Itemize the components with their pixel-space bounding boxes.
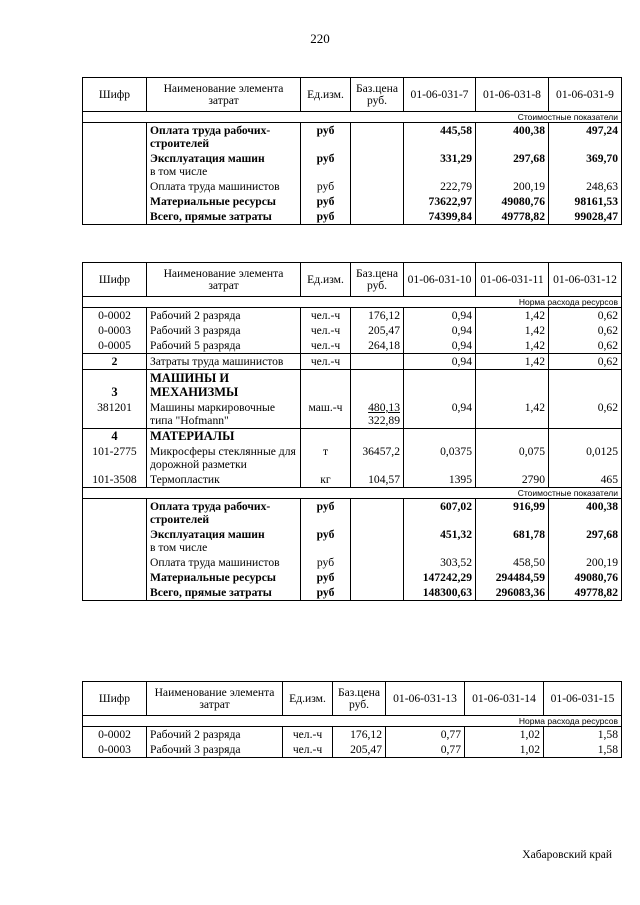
row-value: 1,58 xyxy=(544,742,622,758)
total-value: 400,38 xyxy=(549,499,622,528)
total-value: 147242,29 xyxy=(404,570,476,585)
cost-table-1 xyxy=(82,77,622,225)
section-note-row xyxy=(83,112,622,123)
row-unit: руб xyxy=(301,179,351,194)
total-value: 148300,63 xyxy=(404,585,476,601)
table-row xyxy=(83,323,622,338)
row-value: 0,62 xyxy=(549,354,622,370)
row-name: Оплата труда рабочих-строителей xyxy=(147,123,301,152)
row-unit: маш.-ч xyxy=(301,400,351,429)
row-value: 1395 xyxy=(404,472,476,488)
total-name: Оплата труда рабочих-строителей xyxy=(147,499,301,528)
section-name: МАТЕРИАЛЫ xyxy=(147,429,301,445)
section-row-machines xyxy=(83,370,622,401)
total-value: 49778,82 xyxy=(549,585,622,601)
norm-note-row xyxy=(83,716,622,727)
total-value: 49080,76 xyxy=(549,570,622,585)
total-unit: руб xyxy=(301,585,351,601)
header-unit: Ед.изм. xyxy=(301,78,351,112)
row-price: 176,12 xyxy=(333,727,386,743)
row-price: 205,47 xyxy=(351,323,404,338)
row-value: 1,42 xyxy=(476,308,549,324)
row-value: 497,24 xyxy=(549,123,622,152)
row-value: 74399,84 xyxy=(404,209,476,225)
row-value: 0,94 xyxy=(404,323,476,338)
header-code: Шифр xyxy=(83,78,147,112)
header-col-3: 01-06-031-9 xyxy=(549,78,622,112)
header-code: Шифр xyxy=(83,682,147,716)
table-row xyxy=(83,151,622,179)
cost-table-2 xyxy=(82,262,622,601)
row-value: 2790 xyxy=(476,472,549,488)
footer-region: Хабаровский край xyxy=(522,849,612,861)
row-value: 331,29 xyxy=(404,151,476,179)
row-price xyxy=(351,354,404,370)
row-value: 0,62 xyxy=(549,400,622,429)
row-value: 1,02 xyxy=(465,727,544,743)
row-price: 36457,2 xyxy=(351,444,404,472)
total-unit: руб xyxy=(301,555,351,570)
row-value: 1,42 xyxy=(476,354,549,370)
row-code: 0-0002 xyxy=(83,308,147,324)
row-code: 381201 xyxy=(83,400,147,429)
row-code: 101-2775 xyxy=(83,444,147,472)
header-col-1: 01-06-031-10 xyxy=(404,263,476,297)
header-name: Наименование элемента затрат xyxy=(147,682,283,716)
row-value: 297,68 xyxy=(476,151,549,179)
page-number: 220 xyxy=(310,31,330,46)
table-row xyxy=(83,194,622,209)
row-name: Материальные ресурсы xyxy=(147,194,301,209)
row-name: Рабочий 3 разряда xyxy=(147,323,301,338)
row-value: 0,62 xyxy=(549,338,622,354)
header-base-price: Баз.цена руб. xyxy=(351,78,404,112)
total-unit: руб xyxy=(301,570,351,585)
cost-note-row xyxy=(83,488,622,499)
row-code: 0-0005 xyxy=(83,338,147,354)
total-row xyxy=(83,527,622,555)
row-value: 0,77 xyxy=(386,742,465,758)
row-value: 49778,82 xyxy=(476,209,549,225)
row-code: 101-3508 xyxy=(83,472,147,488)
row-price: 264,18 xyxy=(351,338,404,354)
norm-note-row xyxy=(83,297,622,308)
row-price xyxy=(351,400,404,429)
total-row xyxy=(83,585,622,601)
row-value: 0,62 xyxy=(549,323,622,338)
row-code: 0-0003 xyxy=(83,742,147,758)
cost-note: Стоимостные показатели xyxy=(83,488,622,499)
norm-note: Норма расхода ресурсов xyxy=(83,297,622,308)
table-row xyxy=(83,179,622,194)
total-value: 451,32 xyxy=(404,527,476,555)
cost-table-3 xyxy=(82,681,622,758)
table-header-row xyxy=(83,682,622,716)
table-row xyxy=(83,123,622,152)
row-unit: руб xyxy=(301,209,351,225)
total-value: 200,19 xyxy=(549,555,622,570)
total-value: 296083,36 xyxy=(476,585,549,601)
row-name: Затраты труда машинистов xyxy=(147,354,301,370)
total-value: 607,02 xyxy=(404,499,476,528)
row-name: Рабочий 3 разряда xyxy=(147,742,283,758)
row-unit: чел.-ч xyxy=(301,338,351,354)
row-value: 0,62 xyxy=(549,308,622,324)
section-code: 3 xyxy=(83,370,147,401)
row-unit: чел.-ч xyxy=(283,742,333,758)
total-value: 297,68 xyxy=(549,527,622,555)
table-row xyxy=(83,308,622,324)
price-top: 480,13 xyxy=(368,401,400,414)
total-value: 294484,59 xyxy=(476,570,549,585)
row-code: 0-0003 xyxy=(83,323,147,338)
row-unit: руб xyxy=(301,151,351,179)
price-bottom: 322,89 xyxy=(368,414,400,427)
row-name: Оплата труда машинистов xyxy=(147,179,301,194)
table-row xyxy=(83,727,622,743)
row-value: 200,19 xyxy=(476,179,549,194)
row-value: 99028,47 xyxy=(549,209,622,225)
section-code: 4 xyxy=(83,429,147,445)
total-unit: руб xyxy=(301,499,351,528)
row-price: 205,47 xyxy=(333,742,386,758)
row-value: 1,58 xyxy=(544,727,622,743)
row-unit: чел.-ч xyxy=(301,354,351,370)
total-name: Эксплуатация машин в том числе xyxy=(147,527,301,555)
row-value: 0,0125 xyxy=(549,444,622,472)
header-base-price: Баз.цена руб. xyxy=(333,682,386,716)
total-value: 303,52 xyxy=(404,555,476,570)
row-value: 73622,97 xyxy=(404,194,476,209)
row-value: 222,79 xyxy=(404,179,476,194)
total-name: Оплата труда машинистов xyxy=(147,555,301,570)
header-unit: Ед.изм. xyxy=(283,682,333,716)
header-name: Наименование элемента затрат xyxy=(147,78,301,112)
section-row-materials xyxy=(83,429,622,445)
row-value: 1,02 xyxy=(465,742,544,758)
table-row xyxy=(83,400,622,429)
norm-note: Норма расхода ресурсов xyxy=(83,716,622,727)
row-price: 104,57 xyxy=(351,472,404,488)
row-name: Рабочий 2 разряда xyxy=(147,308,301,324)
row-value: 0,94 xyxy=(404,308,476,324)
row-price: 176,12 xyxy=(351,308,404,324)
row-name: Эксплуатация машин в том числе xyxy=(147,151,301,179)
row-unit: кг xyxy=(301,472,351,488)
row-name: Микросферы стеклянные для дорожной разметки xyxy=(147,444,301,472)
row-code: 2 xyxy=(83,354,147,370)
row-value: 0,94 xyxy=(404,338,476,354)
header-code: Шифр xyxy=(83,263,147,297)
table-row xyxy=(83,209,622,225)
row-value: 1,42 xyxy=(476,400,549,429)
header-col-1: 01-06-031-13 xyxy=(386,682,465,716)
table-row xyxy=(83,354,622,370)
header-name: Наименование элемента затрат xyxy=(147,263,301,297)
row-unit: чел.-ч xyxy=(283,727,333,743)
total-value: 458,50 xyxy=(476,555,549,570)
row-value: 1,42 xyxy=(476,338,549,354)
row-unit: руб xyxy=(301,123,351,152)
header-base-price: Баз.цена руб. xyxy=(351,263,404,297)
table-header-row xyxy=(83,78,622,112)
row-value: 0,0375 xyxy=(404,444,476,472)
row-unit: чел.-ч xyxy=(301,323,351,338)
header-col-1: 01-06-031-7 xyxy=(404,78,476,112)
total-value: 916,99 xyxy=(476,499,549,528)
row-value: 369,70 xyxy=(549,151,622,179)
total-value: 681,78 xyxy=(476,527,549,555)
row-value: 0,94 xyxy=(404,354,476,370)
row-name: Машины маркировочные типа "Hofmann" xyxy=(147,400,301,429)
row-value: 248,63 xyxy=(549,179,622,194)
total-row xyxy=(83,555,622,570)
header-col-2: 01-06-031-8 xyxy=(476,78,549,112)
table-row xyxy=(83,338,622,354)
section-name: МАШИНЫ И МЕХАНИЗМЫ xyxy=(147,370,301,401)
row-name: Термопластик xyxy=(147,472,301,488)
row-value: 49080,76 xyxy=(476,194,549,209)
total-name: Всего, прямые затраты xyxy=(147,585,301,601)
row-value: 445,58 xyxy=(404,123,476,152)
header-col-3: 01-06-031-12 xyxy=(549,263,622,297)
row-value: 465 xyxy=(549,472,622,488)
header-col-2: 01-06-031-11 xyxy=(476,263,549,297)
row-name: Рабочий 2 разряда xyxy=(147,727,283,743)
row-unit: т xyxy=(301,444,351,472)
header-unit: Ед.изм. xyxy=(301,263,351,297)
table-row xyxy=(83,742,622,758)
row-value: 400,38 xyxy=(476,123,549,152)
table-row xyxy=(83,472,622,488)
total-unit: руб xyxy=(301,527,351,555)
row-code: 0-0002 xyxy=(83,727,147,743)
row-unit: руб xyxy=(301,194,351,209)
row-name: Рабочий 5 разряда xyxy=(147,338,301,354)
row-value: 98161,53 xyxy=(549,194,622,209)
row-value: 0,075 xyxy=(476,444,549,472)
row-name: Всего, прямые затраты xyxy=(147,209,301,225)
header-col-3: 01-06-031-15 xyxy=(544,682,622,716)
row-unit: чел.-ч xyxy=(301,308,351,324)
table-header-row xyxy=(83,263,622,297)
row-value: 0,94 xyxy=(404,400,476,429)
total-name: Материальные ресурсы xyxy=(147,570,301,585)
total-row xyxy=(83,499,622,528)
section-note: Стоимостные показатели xyxy=(83,112,622,123)
row-value: 0,77 xyxy=(386,727,465,743)
row-value: 1,42 xyxy=(476,323,549,338)
total-row xyxy=(83,570,622,585)
header-col-2: 01-06-031-14 xyxy=(465,682,544,716)
table-row xyxy=(83,444,622,472)
